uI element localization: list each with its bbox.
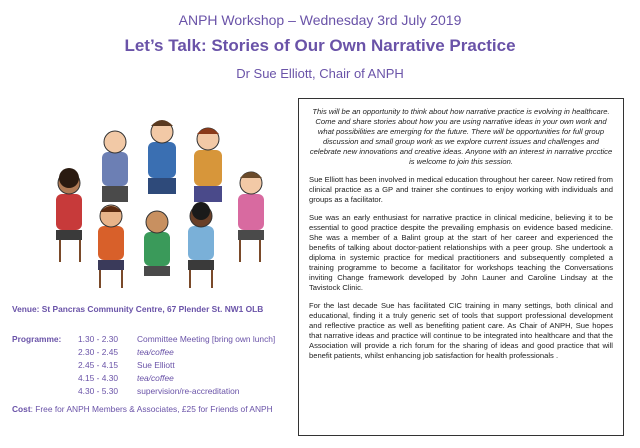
person-left: [56, 168, 82, 240]
bio-paragraph-3: For the last decade Sue has facilitated CIC training in many settings, both clinical and educational, finding it a truly generic set of tools that support professional development and reflective practice as well as benefiting patient care. As Chair of ANPH, Sue hopes that narrative ideas and practice will continue to be integrated into healthcare and that the Association will provide a rich forum for the sharing of ideas and good practice that will benefit patients, whilst enhancing job satisfaction for health professionals .: [309, 301, 613, 361]
cost-text: : Free for ANPH Members & Associates, £25 for Friends of ANPH: [30, 404, 273, 414]
programme-time: 4.30 - 5.30: [78, 386, 119, 396]
programme-time: 4.15 - 4.30: [78, 373, 119, 383]
programme-row: [78, 347, 275, 360]
programme-desc: tea/coffee: [137, 347, 174, 357]
programme-row: [78, 360, 275, 373]
page-title: Let’s Talk: Stories of Our Own Narrative Practice: [124, 36, 516, 55]
programme-schedule: [78, 334, 275, 399]
person-bottom-left: [98, 205, 124, 270]
person-top-right: [194, 128, 222, 202]
programme-desc: Sue Elliott: [137, 360, 175, 370]
programme-label: Programme:: [12, 334, 62, 344]
person-right: [238, 172, 264, 240]
description-box: [298, 98, 624, 436]
bio-paragraph-1: Sue Elliott has been involved in medical education throughout her career. Now retired from clinical practice as a GP and trainer she continues to enjoy working with individuals and groups as a facilitator.: [309, 175, 613, 205]
group-discussion-circle-icon: [40, 112, 280, 292]
programme-row: [78, 334, 275, 347]
programme-desc: tea/coffee: [137, 373, 174, 383]
cost-label: Cost: [12, 404, 31, 414]
workshop-date-line: ANPH Workshop – Wednesday 3rd July 2019: [178, 12, 462, 28]
intro-paragraph: This will be an opportunity to think about how narrative practice is evolving in healthcare. Come and share stories about how you are using narrative ideas in your own work and what possibilities are emerging for the future. There will be opportunities for full group discussion and small group work as we explore current issues and challenges and celebrate new innovations and creative ideas. Anyone with an interest in narrative prcctice is welcome to join this session.: [309, 107, 613, 167]
programme-time: 1.30 - 2.30: [78, 334, 119, 344]
programme-row: [78, 386, 275, 399]
programme-time: 2.30 - 2.45: [78, 347, 119, 357]
person-top-center: [148, 120, 176, 194]
programme-desc: supervision/re-accreditation: [137, 386, 240, 396]
bio-paragraph-2: Sue was an early enthusiast for narrative practice in clinical medicine, believing it to be essential to good practice despite the prevailing emphasis on evidence based medicine. She was a member of a Balint group at the start of her career and experienced the benefits of talking about doctor-patient relationships with a peer group. She undertook a diploma in systemic practice for medical practitioners and subsequently completed a training programme to become a facilitator for workshops teaching the Conversations inviting Change framework developed by John Launer and Caroline Lindsay at the Tavistock Clinic.: [309, 213, 613, 293]
programme-desc: Committee Meeting [bring own lunch]: [137, 334, 276, 344]
person-bottom-right: [188, 202, 214, 270]
cost-line: [12, 404, 273, 414]
programme-time: 2.45 - 4.15: [78, 360, 119, 370]
presenter-line: Dr Sue Elliott, Chair of ANPH: [236, 66, 404, 81]
venue-line: Venue: St Pancras Community Centre, 67 Plender St. NW1 OLB: [12, 304, 264, 314]
programme-row: [78, 373, 275, 386]
person-top-left: [102, 131, 128, 202]
person-bottom-center: [144, 211, 170, 276]
